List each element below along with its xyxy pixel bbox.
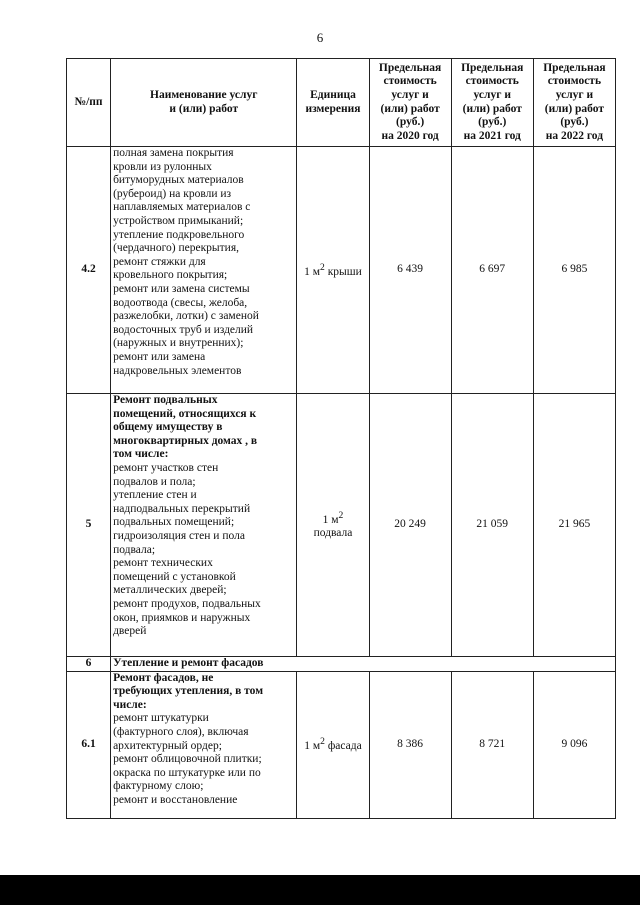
row-number: 5 <box>67 394 111 657</box>
row-unit <box>297 147 369 394</box>
price-2022: 6 985 <box>533 147 615 394</box>
row-description-body: ремонт штукатурки (фактурного слоя), включая архитектурный ордер; ремонт облицовочной плитки; окраска по штукатурке или по фактурному слою; ремонт и восстановление <box>113 712 262 806</box>
unit-sup: 2 <box>320 736 325 748</box>
price-2020: 20 249 <box>369 394 451 657</box>
header-unit: Единица измерения <box>297 59 369 147</box>
section-number: 6 <box>67 657 111 672</box>
scan-bottom-edge <box>0 875 640 905</box>
price-2020: 6 439 <box>369 147 451 394</box>
unit-sup: 2 <box>320 261 325 273</box>
row-description <box>111 671 297 818</box>
row-number: 6.1 <box>67 671 111 818</box>
header-price-2022: Предельная стоимость услуг и (или) работ (руб.) на 2022 год <box>533 59 615 147</box>
table-row <box>67 147 616 394</box>
row-description-title: Ремонт подвальных помещений, относящихся к общему имуществу в многоквартирных домах , в том числе: <box>113 394 258 461</box>
unit-main: 1 м <box>304 740 321 753</box>
header-num: №/пп <box>67 59 111 147</box>
section-row <box>67 657 616 672</box>
row-description <box>111 147 297 394</box>
unit-suffix: фасада <box>324 740 362 753</box>
header-price-2020: Предельная стоимость услуг и (или) работ (руб.) на 2020 год <box>369 59 451 147</box>
row-unit <box>297 394 369 657</box>
price-2022: 9 096 <box>533 671 615 818</box>
unit-main: 1 м <box>322 513 339 526</box>
row-description-body: ремонт участков стен подвалов и пола; утепление стен и надподвальных перекрытий подвальных помещений; гидроизоляция стен и пола подвала; ремонт технических помещений с установкой металлических дверей; ремонт продухов, подвальных окон, приямков и наружных дверей <box>113 461 261 638</box>
unit-sup: 2 <box>338 509 344 521</box>
price-2021: 6 697 <box>451 147 533 394</box>
unit-suffix: крыши <box>324 265 362 278</box>
header-name: Наименование услуг и (или) работ <box>111 59 297 147</box>
row-description-title: Ремонт фасадов, не требующих утепления, в том числе: <box>113 671 264 711</box>
unit-suffix: подвала <box>313 527 353 540</box>
row-description <box>111 394 297 657</box>
price-table <box>66 58 616 819</box>
row-description-body: полная замена покрытия кровли из рулонных битуморудных материалов (рубероид) на кровли из наплавляемых материалов с устройством примыканий; утепление подкровельного (чердачного) перекрытия, ремонт стяжки для кровельного покрытия; ремонт или замена системы водоотвода (свесы, желоба, разжелобки, лотки) с заменой водосточных труб и изделий (наружных и внутренних); ремонт или замена надкровельных элементов <box>113 147 259 377</box>
page-number: 6 <box>316 30 324 45</box>
price-2022: 21 965 <box>533 394 615 657</box>
price-2021: 8 721 <box>451 671 533 818</box>
table-row <box>67 671 616 818</box>
price-2020: 8 386 <box>369 671 451 818</box>
row-unit <box>297 671 369 818</box>
row-number: 4.2 <box>67 147 111 394</box>
header-row <box>67 59 616 147</box>
table-row <box>67 394 616 657</box>
header-price-2021: Предельная стоимость услуг и (или) работ (руб.) на 2021 год <box>451 59 533 147</box>
unit-main: 1 м <box>304 265 321 278</box>
section-title: Утепление и ремонт фасадов <box>111 657 616 672</box>
price-2021: 21 059 <box>451 394 533 657</box>
